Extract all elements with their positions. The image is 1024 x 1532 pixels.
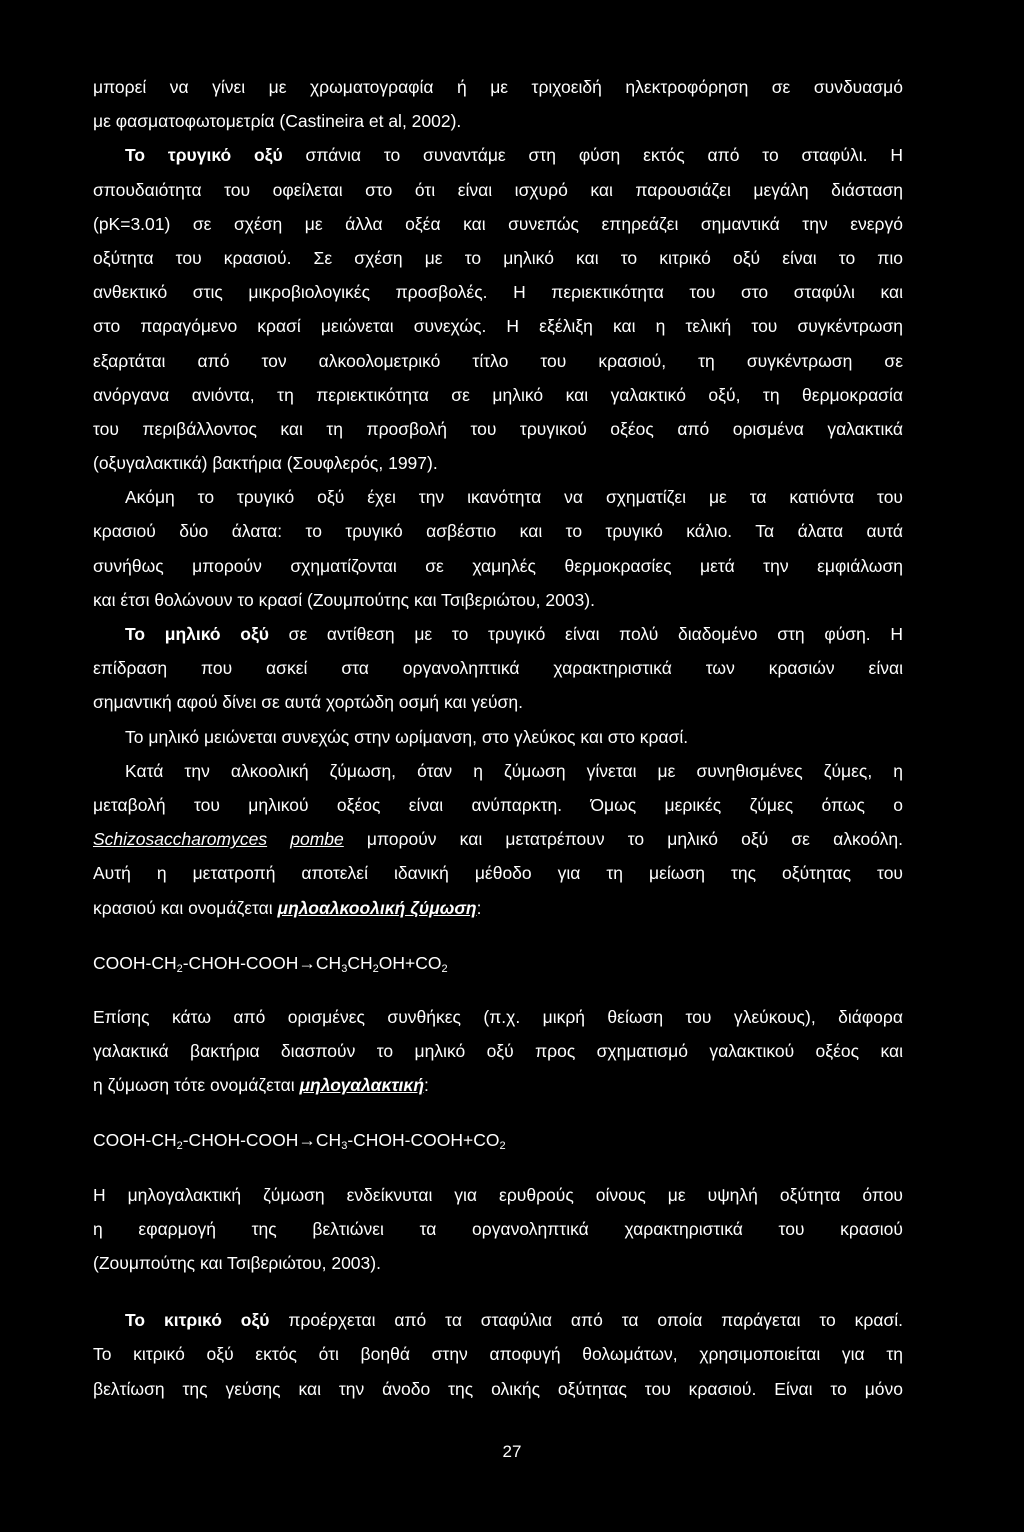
text-line: (pK=3.01) σε σχέση με άλλα οξέα και συνεπώς επηρεάζει σημαντικά την ενεργό (93, 213, 903, 234)
text-line: συνήθως μπορούν σχηματίζονται σε χαμηλές θερμοκρασίες μετά την εμφιάλωση (93, 555, 903, 576)
text-line: Η μηλογαλακτική ζύμωση ενδείκνυται για ερυθρούς οίνους με υψηλή οξύτητα όπου (93, 1184, 903, 1205)
text-line: κρασιού δύο άλατα: το τρυγικό ασβέστιο και το τρυγικό κάλιο. Τα άλατα αυτά (93, 521, 903, 542)
text-line: Schizosaccharomyces pombe μπορούν και μετατρέπουν το μηλικό οξύ σε αλκοόλη. (93, 829, 903, 850)
text-line: κρασιού και ονομάζεται μηλοαλκοολική ζύμωση: (93, 897, 482, 918)
text-line: μπορεί να γίνει με χρωματογραφία ή με τριχοειδή ηλεκτροφόρηση σε συνδυασμό (93, 77, 903, 97)
text-line: (οξυγαλακτικά) βακτήρια (Σουφλερός, 1997). (93, 453, 438, 474)
text-line: και έτσι θολώνουν το κρασί (Ζουμπούτης και Τσιβεριώτου, 2003). (93, 589, 595, 610)
text-line: η εφαρμογή της βελτιώνει τα οργανοληπτικά χαρακτηριστικά του κρασιού (93, 1218, 903, 1239)
term-malolactic-alcoholic: μηλοαλκοολική ζύμωση (277, 897, 477, 918)
text-line: βελτίωση της γεύσης και την άνοδο της ολικής οξύτητας του κρασιού. Είναι το μόνο (93, 1378, 903, 1399)
text-line: του περιβάλλοντος και τη προσβολή του τρυγικού οξέος από ορισμένα γαλακτικά (93, 418, 903, 439)
document-body (93, 70, 903, 1406)
text-line: Αυτή η μετατροπή αποτελεί ιδανική μέθοδο για τη μείωση της οξύτητας του (93, 863, 903, 884)
text-line: Επίσης κάτω από ορισμένες συνθήκες (π.χ. μικρή θείωση του γλεύκους), διάφορα (93, 1006, 903, 1027)
text-line: εξαρτάται από τον αλκοολομετρικό τίτλο του κρασιού, τη συγκέντρωση σε (93, 350, 903, 371)
text-line: Κατά την αλκοολική ζύμωση, όταν η ζύμωση γίνεται με συνηθισμένες ζύμες, η (125, 760, 903, 781)
text-line: επίδραση που ασκεί στα οργανοληπτικά χαρακτηριστικά των κρασιών είναι (93, 658, 903, 679)
text-line: στο παραγόμενο κρασί μειώνεται συνεχώς. Η εξέλιξη και η τελική του συγκέντρωση (93, 316, 903, 337)
text-line: Το κιτρικό οξύ εκτός ότι βοηθά στην αποφυγή θολωμάτων, χρησιμοποιείται για τη (93, 1344, 903, 1365)
text-line: Ακόμη το τρυγικό οξύ έχει την ικανότητα να σχηματίζει με τα κατιόντα του (125, 487, 903, 508)
chemical-equation: COOH-$CH_2-CHOH-COOH\to CH_3-CHOH-COOH+CO_2$ (93, 1130, 506, 1153)
text-line: ανθεκτικό στις μικροβιολογικές προσβολές. Η περιεκτικότητα του στο σταφύλι και (93, 282, 903, 303)
text-line: ανόργανα ανιόντα, τη περιεκτικότητα σε μηλικό και γαλακτικό οξύ, τη θερμοκρασία (93, 384, 903, 405)
text-line: Το κιτρικό οξύ προέρχεται από τα σταφύλια από τα οποία παράγεται το κρασί. (125, 1310, 903, 1331)
text-line: σπουδαιότητα του οφείλεται στο ότι είναι ισχυρό και παρουσιάζει μεγάλη διάσταση (93, 179, 903, 200)
text-line: Το μηλικό μειώνεται συνεχώς στην ωρίμανση, στο γλεύκος και στο κρασί. (125, 726, 689, 747)
text-line: γαλακτικά βακτήρια διασπούν το μηλικό οξύ προς σχηματισμό γαλακτικού οξέος και (93, 1041, 903, 1062)
bold-term: Το μηλικό οξύ (125, 624, 269, 644)
bold-term: Το κιτρικό οξύ (125, 1310, 270, 1331)
text-line: με φασματοφωτομετρία (Castineira et al, 2002). (93, 111, 462, 132)
page-number: 27 (502, 1442, 522, 1461)
species-name: pombe (290, 829, 344, 850)
text-line: μεταβολή του μηλικού οξέος είναι ανύπαρκτη. Όμως μερικές ζύμες όπως ο (93, 794, 903, 815)
text-line: σημαντική αφού δίνει σε αυτά χορτώδη οσμή και γεύση. (93, 692, 523, 713)
text-line: Το τρυγικό οξύ σπάνια το συναντάμε στη φύση εκτός από το σταφύλι. Η (125, 145, 903, 166)
text-line: Το μηλικό οξύ σε αντίθεση με το τρυγικό είναι πολύ διαδομένο στη φύση. Η (125, 624, 903, 644)
bold-term: Το τρυγικό οξύ (125, 145, 283, 166)
species-genus: Schizosaccharomyces (93, 829, 268, 850)
text-line: οξύτητα του κρασιού. Σε σχέση με το μηλικό και το κιτρικό οξύ είναι το πιο (93, 247, 903, 268)
text-line: η ζύμωση τότε ονομάζεται μηλογαλακτική: (93, 1075, 429, 1096)
term-malolactic: μηλογαλακτική (299, 1075, 425, 1096)
chemical-equation: COOH-$CH_2-CHOH-COOH\to CH_3CH_2OH+CO_2$ (93, 952, 448, 975)
text-line: (Ζουμπούτης και Τσιβεριώτου, 2003). (93, 1253, 381, 1273)
